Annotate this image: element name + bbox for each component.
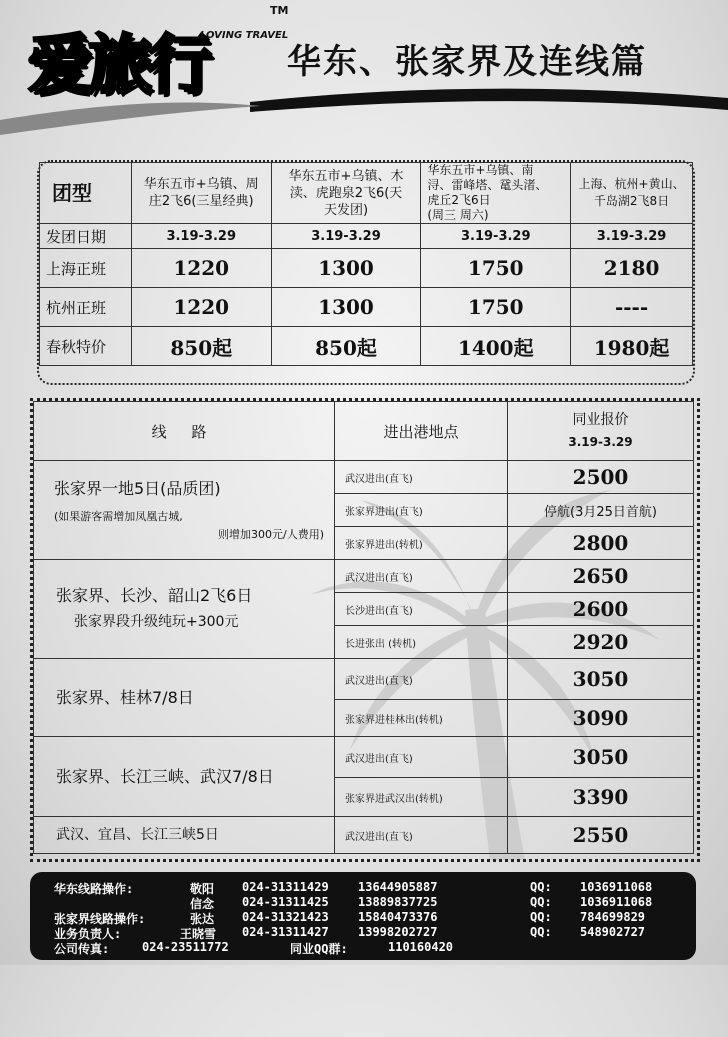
column-header-line: 渎、虎跑泉2飞6(天 bbox=[289, 185, 403, 201]
contact-qq: 784699829 bbox=[580, 910, 646, 924]
column-header bbox=[571, 163, 693, 224]
route-cell bbox=[34, 817, 335, 854]
price-cell: 850起 bbox=[131, 327, 271, 366]
row-label: 上海正班 bbox=[40, 249, 132, 288]
port-cell: 张家界进出(直飞) bbox=[335, 494, 508, 527]
column-header-line: 千岛湖2飞8日 bbox=[593, 194, 670, 208]
contact-row bbox=[30, 880, 653, 896]
contact-qq-label: QQ: bbox=[530, 895, 552, 909]
route-cell bbox=[34, 560, 335, 659]
port-cell: 武汉进出(直飞) bbox=[335, 737, 508, 778]
price-header-date: 3.19-3.29 bbox=[568, 435, 633, 449]
price-cell: 1300 bbox=[271, 249, 421, 288]
price-cell: 1220 bbox=[131, 249, 271, 288]
price-cell: 2180 bbox=[571, 249, 693, 288]
table-row bbox=[34, 817, 694, 854]
table-row bbox=[34, 659, 694, 700]
contact-name: 敬阳 bbox=[190, 882, 215, 896]
contact-mobile: 13998202727 bbox=[358, 925, 438, 939]
price-cell: 2650 bbox=[508, 560, 694, 593]
contact-phone: 024-31311429 bbox=[242, 880, 329, 894]
column-header-line: 庄2飞6(三星经典) bbox=[148, 194, 254, 209]
contact-qq-label: QQ: bbox=[530, 925, 552, 939]
price-cell: 1750 bbox=[421, 288, 571, 327]
price-cell: 1980起 bbox=[571, 327, 693, 366]
contact-role: 华东线路操作: bbox=[54, 882, 134, 896]
page-title: 华东、张家界及连线篇 bbox=[287, 42, 647, 82]
contact-qq-label: QQ: bbox=[530, 880, 552, 894]
price-cell: 3390 bbox=[508, 778, 694, 817]
price-column-header bbox=[508, 402, 694, 461]
fax-row bbox=[30, 940, 454, 956]
route-note: (如果游客需增加凤凰古城, bbox=[54, 510, 183, 523]
port-cell: 张家界进武汉出(转机) bbox=[335, 778, 508, 817]
row-label: 杭州正班 bbox=[40, 288, 132, 327]
contact-role: 张家界线路操作: bbox=[54, 912, 146, 926]
contact-qq: 1036911068 bbox=[580, 880, 653, 894]
contact-phone: 024-31321423 bbox=[242, 910, 329, 924]
table-row bbox=[40, 249, 693, 288]
row-label: 发团日期 bbox=[40, 224, 132, 249]
column-header-line: 上海、杭州+黄山、 bbox=[578, 177, 685, 191]
fax-number: 024-23511772 bbox=[142, 940, 229, 954]
column-header bbox=[421, 163, 571, 224]
route-name: 张家界、长沙、韶山2飞6日 bbox=[56, 586, 253, 605]
price-cell: 2800 bbox=[508, 527, 694, 560]
contact-mobile: 15840473376 bbox=[358, 910, 438, 924]
column-header-line: 天发团) bbox=[323, 202, 369, 218]
contact-mobile: 13644905887 bbox=[358, 880, 438, 894]
contact-qq: 1036911068 bbox=[580, 895, 653, 909]
column-header-line: 虎丘2飞6日 bbox=[427, 193, 491, 207]
route-cell bbox=[34, 737, 335, 817]
route-price-table bbox=[33, 401, 694, 854]
price-cell: 2600 bbox=[508, 593, 694, 626]
route-cell bbox=[34, 659, 335, 737]
port-cell: 武汉进出(直飞) bbox=[335, 461, 508, 494]
brand-logo: 爱旅行 bbox=[28, 29, 208, 103]
column-header-line: 华东五市+乌镇、木 bbox=[288, 168, 404, 184]
route-name: 张家界一地5日(品质团) bbox=[54, 479, 221, 498]
column-header bbox=[131, 163, 271, 224]
qq-group-label: 同业QQ群: bbox=[290, 942, 348, 956]
contact-phone: 024-31311427 bbox=[242, 925, 329, 939]
header-swoosh bbox=[0, 80, 728, 140]
price-cell: 1220 bbox=[131, 288, 271, 327]
contact-row bbox=[30, 910, 646, 926]
contact-footer bbox=[30, 872, 696, 960]
contact-name: 张达 bbox=[190, 912, 215, 926]
column-header bbox=[271, 163, 421, 224]
brand-logo-subtitle: LOVING TRAVEL bbox=[200, 30, 289, 41]
port-cell: 武汉进出(直飞) bbox=[335, 659, 508, 700]
row-label: 春秋特价 bbox=[40, 327, 132, 366]
route-subnote: 张家界段升级纯玩+300元 bbox=[74, 614, 239, 630]
port-cell: 张家界进桂林出(转机) bbox=[335, 700, 508, 737]
date-cell: 3.19-3.29 bbox=[421, 224, 571, 249]
table-row bbox=[34, 461, 694, 494]
port-cell: 武汉进出(直飞) bbox=[335, 560, 508, 593]
price-cell: 2500 bbox=[508, 461, 694, 494]
route-name: 张家界、长江三峡、武汉7/8日 bbox=[56, 766, 274, 786]
route-column-header: 线 路 bbox=[34, 402, 335, 461]
table-row bbox=[40, 288, 693, 327]
tour-type-label: 团型 bbox=[40, 163, 132, 224]
contact-mobile: 13889837725 bbox=[358, 895, 438, 909]
price-cell: 3090 bbox=[508, 700, 694, 737]
east-china-price-table bbox=[37, 160, 695, 385]
trademark-mark: TM bbox=[270, 4, 289, 17]
port-cell: 长沙进出(直飞) bbox=[335, 593, 508, 626]
route-cell bbox=[34, 461, 335, 560]
contact-qq-label: QQ: bbox=[530, 910, 552, 924]
price-cell: 2920 bbox=[508, 626, 694, 659]
port-cell: 武汉进出(直飞) bbox=[335, 817, 508, 854]
column-header-line: 浔、雷峰塔、鼋头渚、 bbox=[427, 178, 548, 192]
port-cell: 张家界进出(转机) bbox=[335, 527, 508, 560]
contact-qq: 548902727 bbox=[580, 925, 646, 939]
price-cell: 850起 bbox=[271, 327, 421, 366]
qq-group-number: 110160420 bbox=[388, 940, 454, 954]
route-note: 则增加300元/人费用) bbox=[218, 528, 324, 541]
contact-phone: 024-31311425 bbox=[242, 895, 329, 909]
route-name: 张家界、桂林7/8日 bbox=[56, 687, 194, 707]
price-cell: 3050 bbox=[508, 659, 694, 700]
price-cell: 2550 bbox=[508, 817, 694, 854]
price-cell: 停航(3月25日首航) bbox=[508, 494, 694, 527]
column-header-line: 华东五市+乌镇、周 bbox=[143, 177, 259, 192]
contact-name: 王晓雪 bbox=[180, 927, 217, 941]
price-header-label: 同业报价 bbox=[572, 412, 629, 428]
table-row bbox=[34, 560, 694, 593]
table-row bbox=[40, 224, 693, 249]
zhangjiajie-route-table bbox=[30, 398, 700, 862]
contact-name: 信念 bbox=[190, 897, 215, 911]
table-row bbox=[40, 327, 693, 366]
column-header-line: 华东五市+乌镇、南 bbox=[427, 163, 534, 177]
contact-row bbox=[30, 895, 653, 911]
price-cell: 1400起 bbox=[421, 327, 571, 366]
price-cell: ---- bbox=[571, 288, 693, 327]
date-cell: 3.19-3.29 bbox=[571, 224, 693, 249]
column-header-line: (周三 周六) bbox=[427, 208, 489, 222]
header bbox=[0, 0, 728, 150]
date-cell: 3.19-3.29 bbox=[131, 224, 271, 249]
contact-role: 业务负责人: bbox=[54, 927, 122, 941]
route-name: 武汉、宜昌、长江三峡5日 bbox=[56, 827, 219, 843]
contact-row bbox=[30, 925, 646, 941]
tour-price-table bbox=[39, 162, 693, 366]
price-cell: 3050 bbox=[508, 737, 694, 778]
price-cell: 1750 bbox=[421, 249, 571, 288]
port-column-header: 进出港地点 bbox=[335, 402, 508, 461]
date-cell: 3.19-3.29 bbox=[271, 224, 421, 249]
table-row bbox=[34, 737, 694, 778]
price-cell: 1300 bbox=[271, 288, 421, 327]
port-cell: 长进张出 (转机) bbox=[335, 626, 508, 659]
fax-label: 公司传真: bbox=[54, 942, 110, 956]
